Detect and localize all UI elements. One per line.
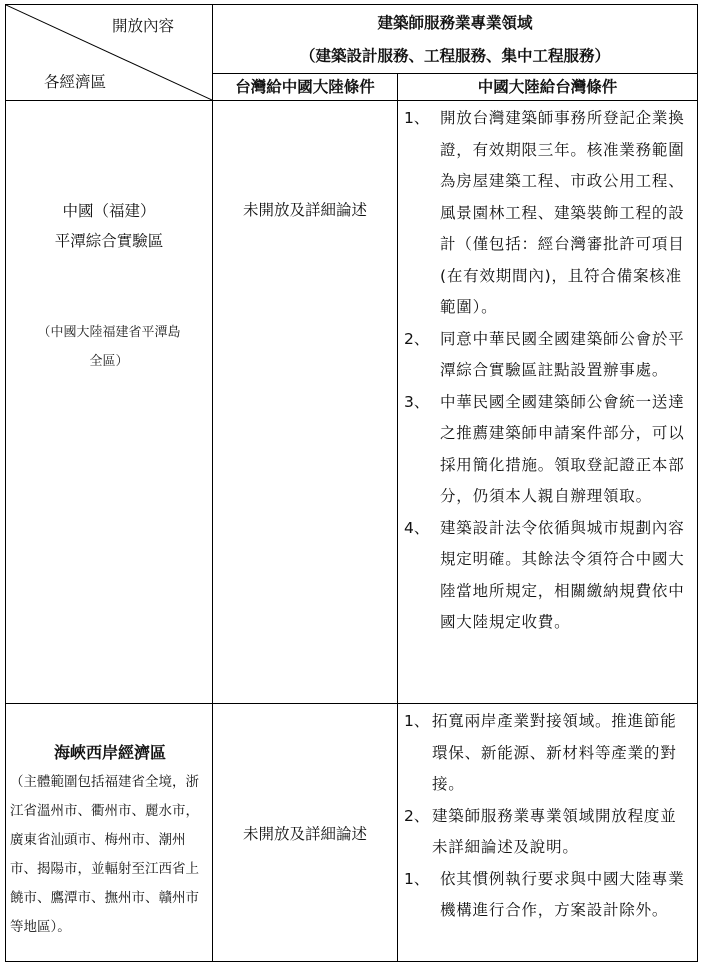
item-text: 建築師服務業專業領域開放程度並未詳細論述及說明。 — [432, 806, 677, 856]
comparison-table — [5, 4, 698, 962]
item-number: 1、 — [404, 109, 430, 127]
main-header-cell — [213, 5, 698, 74]
list-item — [398, 387, 691, 513]
taiwan-status-pingtan: 未開放及詳細論述 — [242, 201, 367, 219]
taiwan-cell-pingtan — [213, 101, 398, 704]
list-item — [398, 103, 691, 324]
item-number: 1、 — [404, 869, 430, 888]
taiwan-cell-west-strait — [213, 704, 398, 962]
region-scope-west-strait: （主體範圍包括福建省全境，浙江省溫州市、衢州市、麗水市，廣東省汕頭市、梅州市、潮州市、揭陽市，並輻射至江西省上饒市、鷹潭市、撫州市、贛州市等地區）。 — [10, 774, 199, 935]
open-content-label: 開放內容 — [111, 17, 174, 35]
item-number: 2、 — [404, 329, 430, 348]
list-item — [398, 864, 691, 927]
list-item — [398, 324, 691, 387]
list-item — [398, 513, 691, 639]
row-west-strait — [6, 704, 698, 962]
item-number: 1、 — [404, 712, 430, 730]
main-header-subtitle: （建築設計服務、工程服務、集中工程服務） — [300, 47, 611, 65]
region-title-west-strait: 海峽西岸經濟區 — [53, 743, 166, 762]
list-item — [398, 801, 691, 864]
region-note-line2: 全區） — [89, 354, 129, 369]
taiwan-status-west-strait: 未開放及詳細論述 — [242, 824, 367, 843]
header-row-1 — [6, 5, 698, 74]
taiwan-conditions-header: 台灣給中國大陸條件 — [213, 74, 398, 101]
item-number: 2、 — [404, 806, 430, 825]
china-conditions-header: 中國大陸給台灣條件 — [398, 74, 698, 101]
main-header-title: 建築師服務業專業領域 — [377, 14, 533, 32]
list-item — [398, 706, 691, 801]
diagonal-line — [6, 5, 212, 100]
item-text: 開放台灣建築師事務所登記企業換證，有效期限三年。核准業務範圍為房屋建築工程、市政公用工程、風景園林工程、建築裝飾工程的設計（僅包括：經台灣審批許可項目(在有效期間內)，且符合備案核准範圍）。 — [440, 109, 685, 316]
region-cell-west-strait — [6, 704, 213, 962]
region-name-line1: 中國（福建） — [62, 202, 156, 220]
item-number: 3、 — [404, 392, 430, 411]
region-note-line1: （中國大陸福建省平潭島 — [37, 325, 181, 340]
economic-zone-label: 各經濟區 — [44, 73, 107, 91]
region-name-line2: 平潭綜合實驗區 — [54, 232, 164, 250]
item-text: 中華民國全國建築師公會統一送達之推薦建築師申請案件部分，可以採用簡化措施。領取登記證正本部分，仍須本人親自辦理領取。 — [440, 392, 685, 505]
china-cell-west-strait — [398, 704, 698, 962]
item-number: 4、 — [404, 518, 430, 537]
item-text: 建築設計法令依循與城市規劃內容規定明確。其餘法令須符合中國大陸當地所規定，相關繳納規費依中國大陸規定收費。 — [440, 518, 685, 631]
item-text: 拓寬兩岸產業對接領域。推進節能環保、新能源、新材料等產業的對接。 — [432, 712, 677, 793]
item-text: 同意中華民國全國建築師公會於平潭綜合實驗區註點設置辦事處。 — [440, 329, 685, 379]
region-cell-pingtan — [6, 101, 213, 704]
item-text: 依其慣例執行要求與中國大陸專業機構進行合作，方案設計除外。 — [440, 869, 685, 919]
china-cell-pingtan — [398, 101, 698, 704]
row-pingtan — [6, 101, 698, 704]
corner-header-cell — [6, 5, 213, 101]
